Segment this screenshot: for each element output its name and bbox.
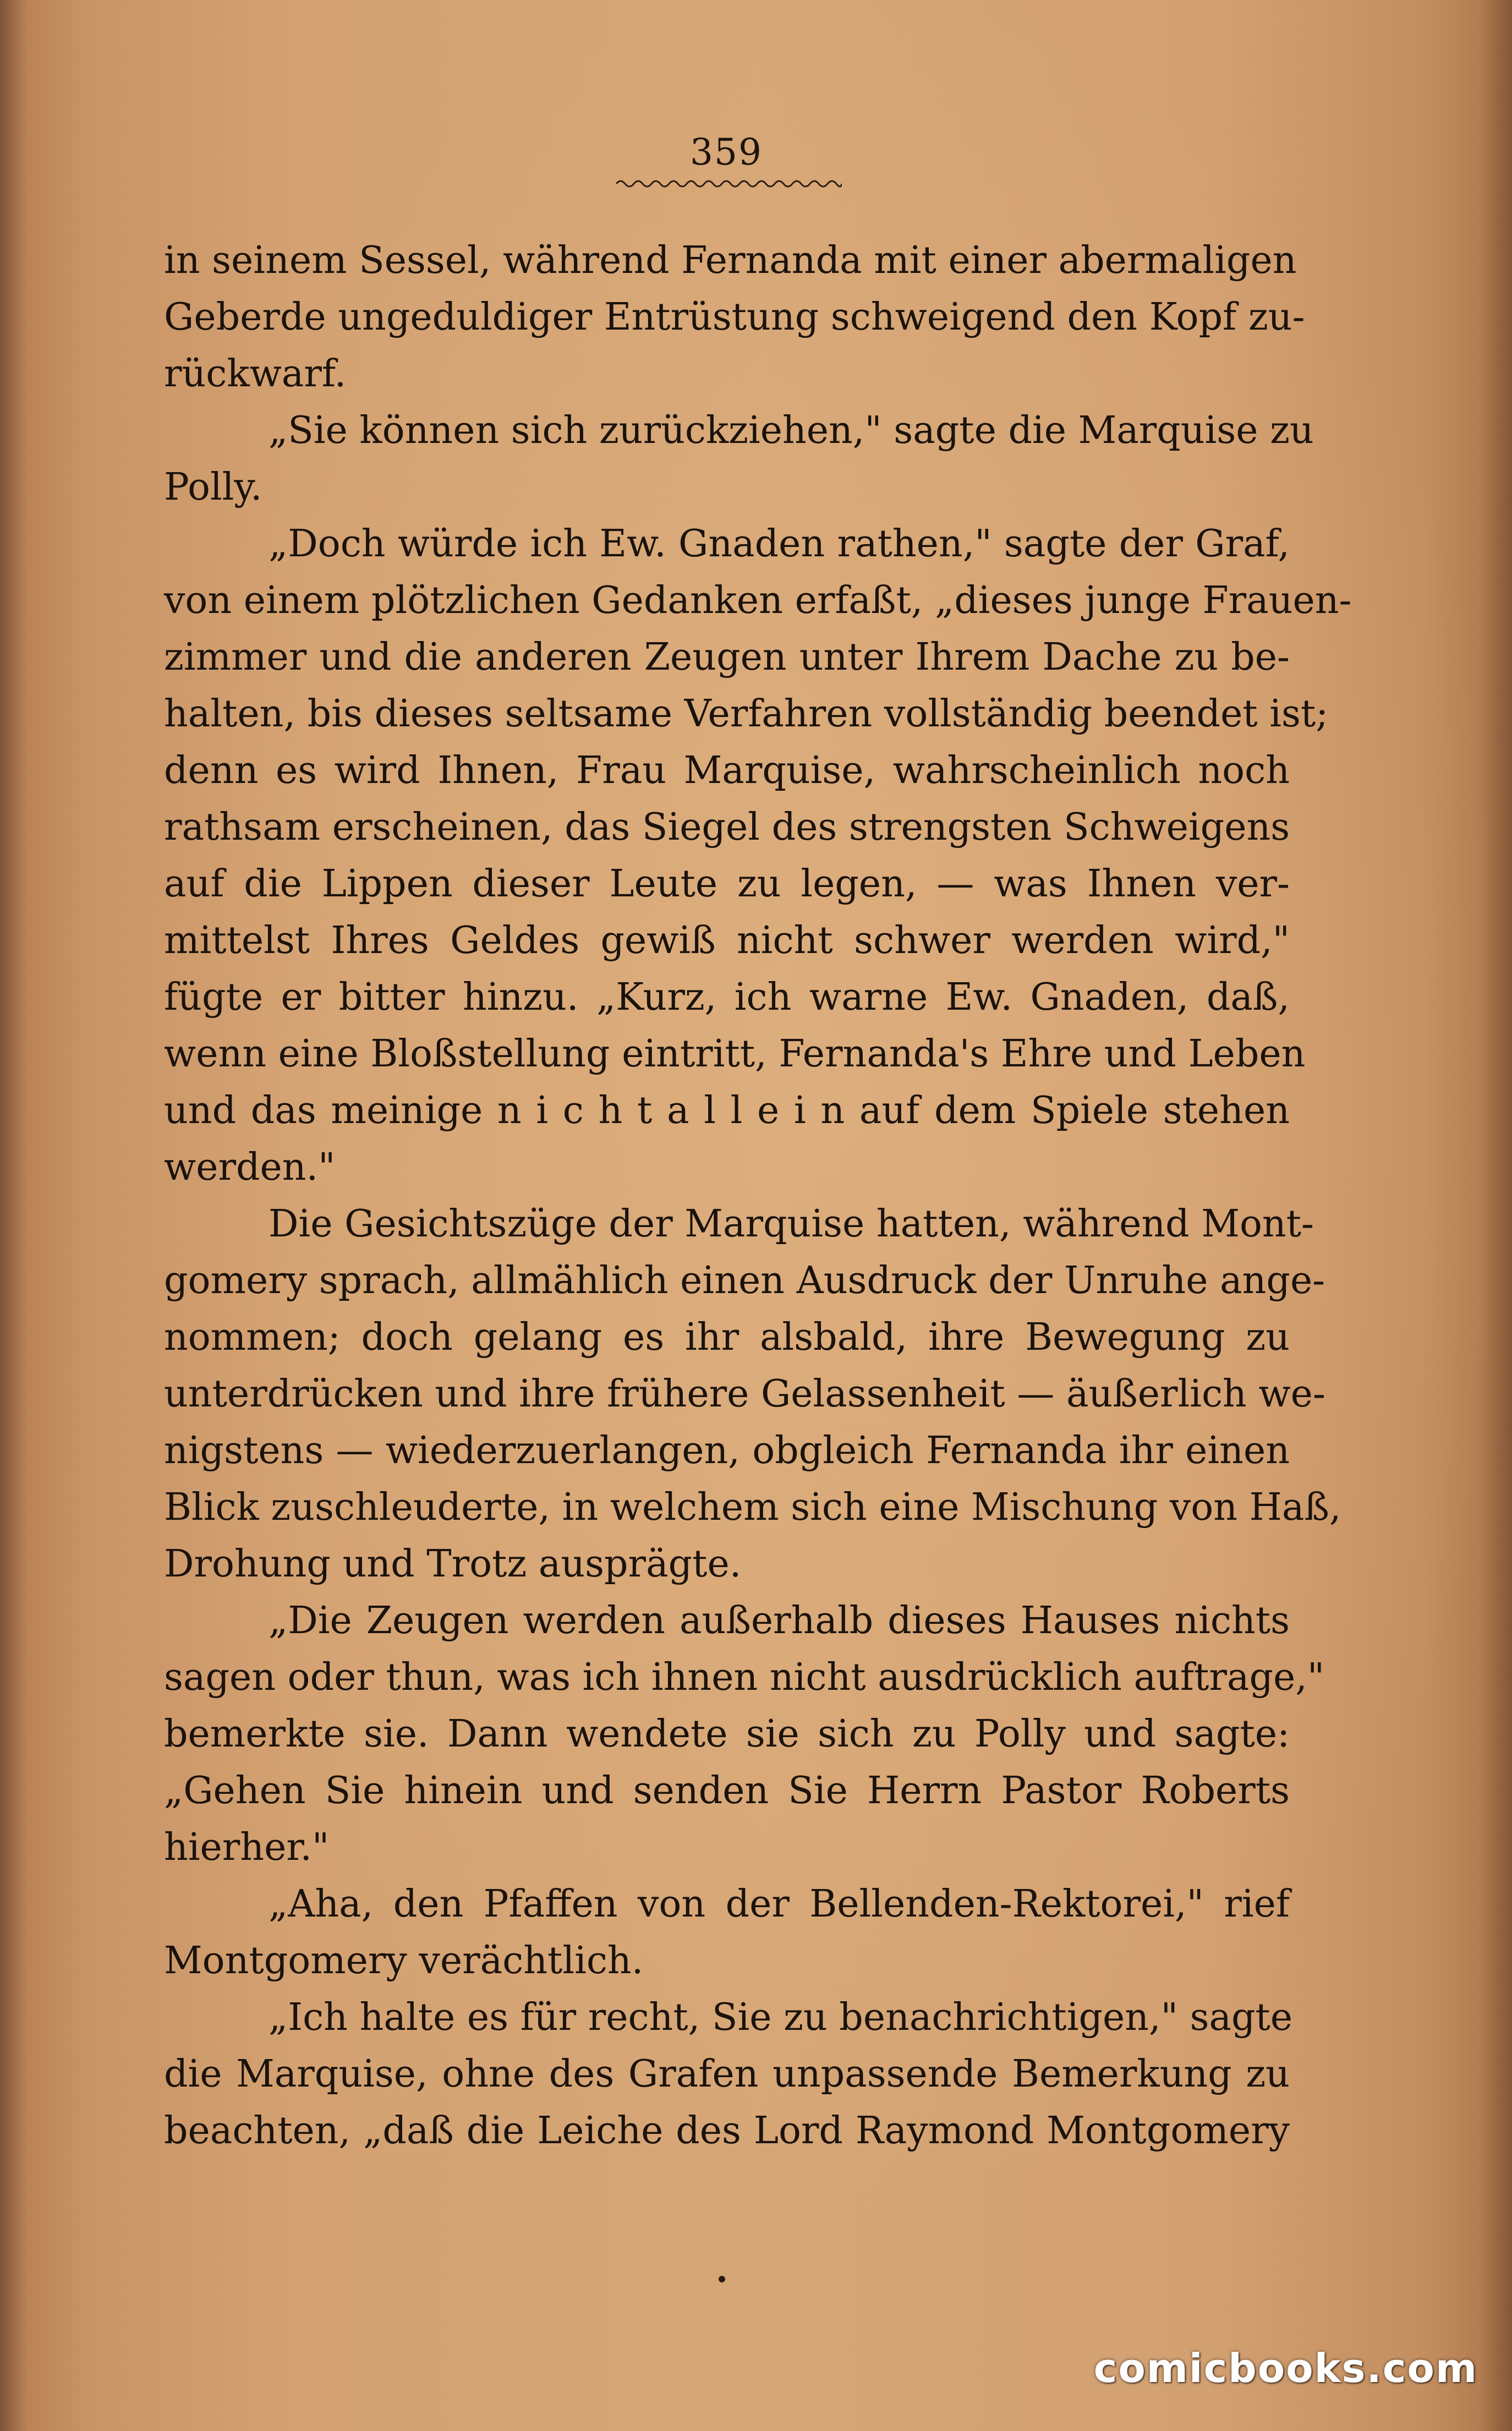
- text-line: gomery sprach, allmählich einen Ausdruck der Unruhe ange-: [164, 1259, 1325, 1302]
- decorative-rule: [616, 177, 842, 188]
- text-line: „Die Zeugen werden außerhalb dieses Hauses nichts: [269, 1599, 1290, 1642]
- body-text: [164, 232, 1352, 2159]
- text-line: Drohung und Trotz ausprägte.: [164, 1542, 742, 1586]
- text-line: auf die Lippen dieser Leute zu legen, — was Ihnen ver-: [164, 862, 1290, 906]
- text-line: beachten, „daß die Leiche des Lord Raymond Montgomery: [164, 2109, 1290, 2153]
- text-line: und das meinige n i c h t a l l e i n auf dem Spiele stehen: [164, 1089, 1290, 1132]
- text-line: hierher.": [164, 1826, 330, 1869]
- text-line: sagen oder thun, was ich ihnen nicht ausdrücklich auftrage,": [164, 1656, 1325, 1699]
- text-line: bemerkte sie. Dann wendete sie sich zu Polly und sagte:: [164, 1712, 1290, 1756]
- watermark: comicbooks.com: [1093, 2345, 1478, 2391]
- text-line: von einem plötzlichen Gedanken erfaßt, „dieses junge Frauen-: [164, 579, 1352, 622]
- page-shadow-right: [1479, 0, 1512, 2431]
- text-line: unterdrücken und ihre frühere Gelassenheit — äußerlich we-: [164, 1372, 1325, 1416]
- text-line: rathsam erscheinen, das Siegel des strengsten Schweigens: [164, 806, 1290, 849]
- text-line: nommen; doch gelang es ihr alsbald, ihre Bewegung zu: [164, 1316, 1290, 1359]
- ink-speck: [719, 2276, 725, 2282]
- text-line: Die Gesichtszüge der Marquise hatten, während Mont-: [269, 1202, 1314, 1246]
- text-line: „Doch würde ich Ew. Gnaden rathen," sagte der Graf,: [269, 522, 1290, 566]
- text-line: „Ich halte es für recht, Sie zu benachrichtigen," sagte: [269, 1996, 1293, 2039]
- text-line: zimmer und die anderen Zeugen unter Ihrem Dache zu be-: [164, 636, 1290, 679]
- text-line: mittelst Ihres Geldes gewiß nicht schwer werden wird,": [164, 919, 1290, 962]
- text-line: denn es wird Ihnen, Frau Marquise, wahrscheinlich noch: [164, 749, 1290, 792]
- text-line: werden.": [164, 1146, 336, 1189]
- text-line: rückwarf.: [164, 352, 347, 396]
- page-number: 359: [690, 131, 763, 173]
- text-line: die Marquise, ohne des Grafen unpassende Bemerkung zu: [164, 2052, 1290, 2096]
- text-line: Polly.: [164, 466, 262, 509]
- text-line: „Aha, den Pfaffen von der Bellenden-Rektorei," rief: [269, 1882, 1290, 1926]
- text-line: nigstens — wiederzuerlangen, obgleich Fernanda ihr einen: [164, 1429, 1290, 1472]
- text-line: Geberde ungeduldiger Entrüstung schweigend den Kopf zu-: [164, 295, 1305, 339]
- text-line: Montgomery verächtlich.: [164, 1939, 644, 1983]
- text-line: halten, bis dieses seltsame Verfahren vollständig beendet ist;: [164, 692, 1329, 736]
- text-line: fügte er bitter hinzu. „Kurz, ich warne Ew. Gnaden, daß,: [164, 976, 1290, 1019]
- text-line: Blick zuschleuderte, in welchem sich eine Mischung von Haß,: [164, 1486, 1341, 1529]
- text-line: „Sie können sich zurückziehen," sagte die Marquise zu: [269, 409, 1314, 452]
- text-line: in seinem Sessel, während Fernanda mit einer abermaligen: [164, 239, 1297, 282]
- text-line: wenn eine Bloßstellung eintritt, Fernanda's Ehre und Leben: [164, 1032, 1306, 1076]
- page-shadow-left: [0, 0, 28, 2431]
- text-line: „Gehen Sie hinein und senden Sie Herrn Pastor Roberts: [164, 1769, 1290, 1813]
